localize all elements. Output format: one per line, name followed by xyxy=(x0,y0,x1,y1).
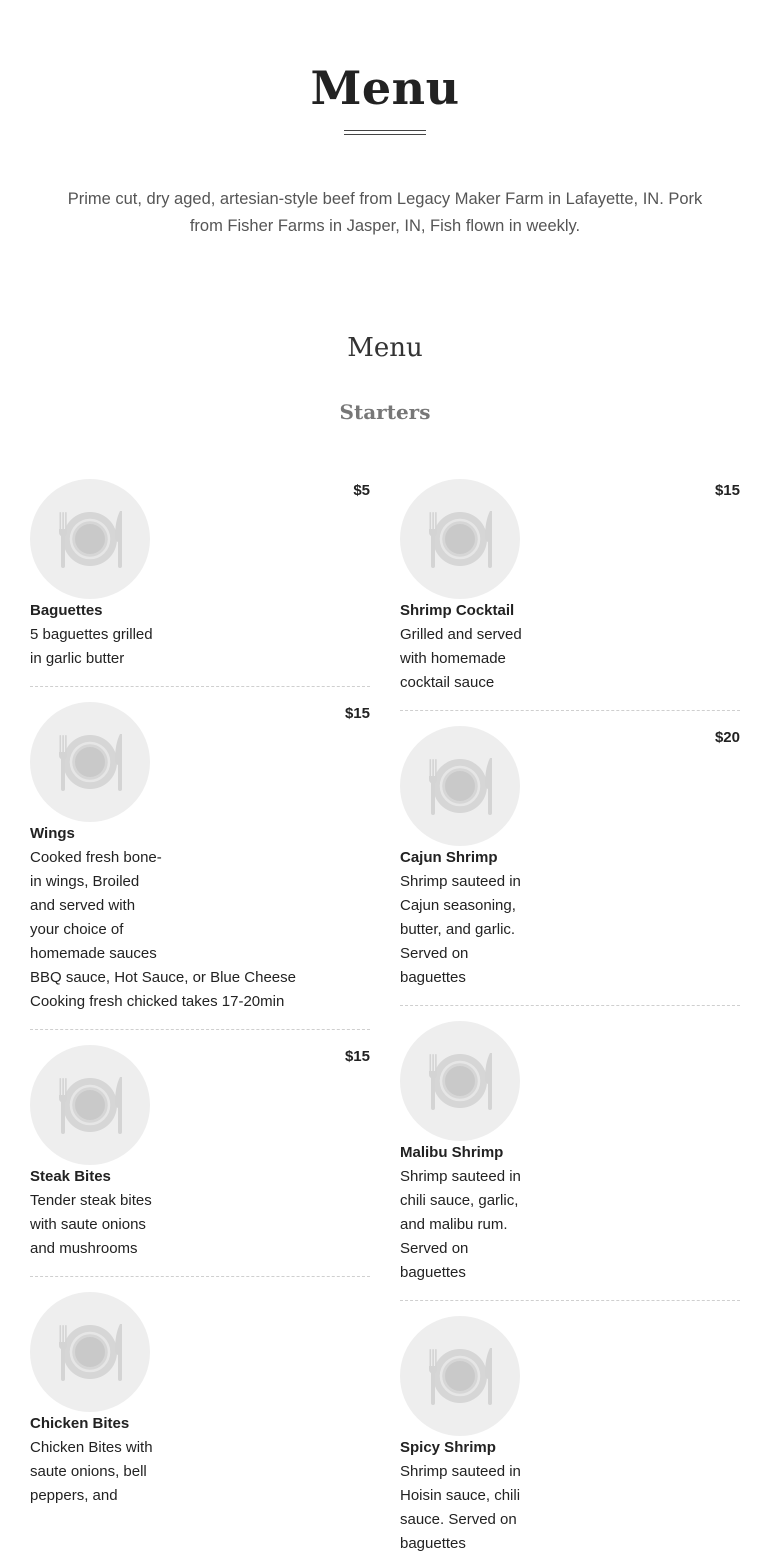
page-title: Menu xyxy=(310,61,460,115)
item-divider xyxy=(30,1029,370,1030)
description-line: Cooked fresh bone- xyxy=(30,849,162,866)
description-line: in garlic butter xyxy=(30,650,125,667)
description-line: Served on xyxy=(400,945,469,962)
plate-fork-knife-icon xyxy=(30,479,150,599)
plate-fork-knife-icon xyxy=(30,1045,150,1165)
item-divider xyxy=(400,1300,740,1301)
menu-item-chicken-bites xyxy=(30,1292,370,1508)
menu-column-right xyxy=(400,479,740,1556)
description-line: Cajun seasoning, xyxy=(400,897,516,914)
plate-fork-knife-icon xyxy=(400,479,520,599)
menu-item-description xyxy=(400,1460,740,1556)
title-divider xyxy=(344,130,426,135)
menu-item-description xyxy=(400,1165,740,1285)
description-line: sauce. Served on xyxy=(400,1511,517,1528)
description-line: your choice of xyxy=(30,921,124,938)
description-line: with homemade xyxy=(400,650,506,667)
plate-fork-knife-icon xyxy=(30,702,150,822)
description-line: Tender steak bites xyxy=(30,1192,152,1209)
description-line: Served on xyxy=(400,1240,469,1257)
intro-text xyxy=(50,186,720,240)
menu-column-left xyxy=(30,479,370,1508)
menu-item-description xyxy=(30,846,370,1014)
menu-item-name: Chicken Bites xyxy=(30,1415,130,1432)
menu-item-description xyxy=(400,870,740,990)
menu-item-description xyxy=(30,1189,370,1261)
menu-item-baguettes xyxy=(30,479,370,671)
menu-item-wings xyxy=(30,702,370,1014)
menu-item-cajun-shrimp xyxy=(400,726,740,990)
description-line: saute onions, bell xyxy=(30,1463,147,1480)
description-line: with saute onions xyxy=(30,1216,146,1233)
item-divider xyxy=(30,1276,370,1277)
plate-fork-knife-icon xyxy=(400,1316,520,1436)
description-line: Shrimp sauteed in xyxy=(400,1463,521,1480)
description-line: in wings, Broiled xyxy=(30,873,140,890)
menu-item-name: Shrimp Cocktail xyxy=(400,602,515,619)
menu-item-description xyxy=(400,623,740,695)
category-heading-starters: Starters xyxy=(339,400,431,424)
menu-item-malibu-shrimp xyxy=(400,1021,740,1285)
description-line: peppers, and xyxy=(30,1487,118,1504)
description-line: chili sauce, garlic, xyxy=(400,1192,519,1209)
menu-item-price: $5 xyxy=(353,482,370,499)
menu-item-name: Steak Bites xyxy=(30,1168,111,1185)
menu-item-name: Spicy Shrimp xyxy=(400,1439,496,1456)
description-line: Grilled and served xyxy=(400,626,522,643)
description-line: and malibu rum. xyxy=(400,1216,508,1233)
menu-item-name: Malibu Shrimp xyxy=(400,1144,504,1161)
plate-fork-knife-icon xyxy=(400,726,520,846)
description-line: Chicken Bites with xyxy=(30,1439,153,1456)
description-line: BBQ sauce, Hot Sauce, or Blue Cheese xyxy=(30,969,296,986)
menu-item-steak-bites xyxy=(30,1045,370,1261)
menu-item-shrimp-cocktail xyxy=(400,479,740,695)
description-line: Hoisin sauce, chili xyxy=(400,1487,521,1504)
description-line: and mushrooms xyxy=(30,1240,138,1257)
description-line: and served with xyxy=(30,897,136,914)
item-divider xyxy=(30,686,370,687)
menu-item-price: $15 xyxy=(344,705,370,722)
description-line: Shrimp sauteed in xyxy=(400,1168,521,1185)
intro-line-2: from Fisher Farms in Jasper, IN, Fish flown in weekly. xyxy=(189,217,581,235)
menu-item-name: Cajun Shrimp xyxy=(400,849,498,866)
description-line: butter, and garlic. xyxy=(400,921,516,938)
description-line: cocktail sauce xyxy=(400,674,495,691)
plate-fork-knife-icon xyxy=(400,1021,520,1141)
description-line: baguettes xyxy=(400,969,466,986)
menu-item-description xyxy=(30,623,370,671)
menu-item-price: $15 xyxy=(344,1048,370,1065)
menu-section-heading: Menu xyxy=(347,333,423,363)
item-divider xyxy=(400,1005,740,1006)
menu-item-price: $15 xyxy=(714,482,740,499)
description-line: homemade sauces xyxy=(30,945,157,962)
menu-item-name: Baguettes xyxy=(30,602,103,619)
description-line: Shrimp sauteed in xyxy=(400,873,521,890)
item-divider xyxy=(400,710,740,711)
menu-item-spicy-shrimp xyxy=(400,1316,740,1556)
description-line: baguettes xyxy=(400,1535,466,1552)
menu-item-name: Wings xyxy=(30,825,75,842)
description-line: 5 baguettes grilled xyxy=(30,626,153,643)
intro-line-1: Prime cut, dry aged, artesian-style beef from Legacy Maker Farm in Lafayette, IN. Pork xyxy=(67,190,703,208)
menu-item-price: $20 xyxy=(714,729,740,746)
description-line: Cooking fresh chicked takes 17-20min xyxy=(30,993,285,1010)
menu-item-description xyxy=(30,1436,370,1508)
description-line: baguettes xyxy=(400,1264,466,1281)
plate-fork-knife-icon xyxy=(30,1292,150,1412)
